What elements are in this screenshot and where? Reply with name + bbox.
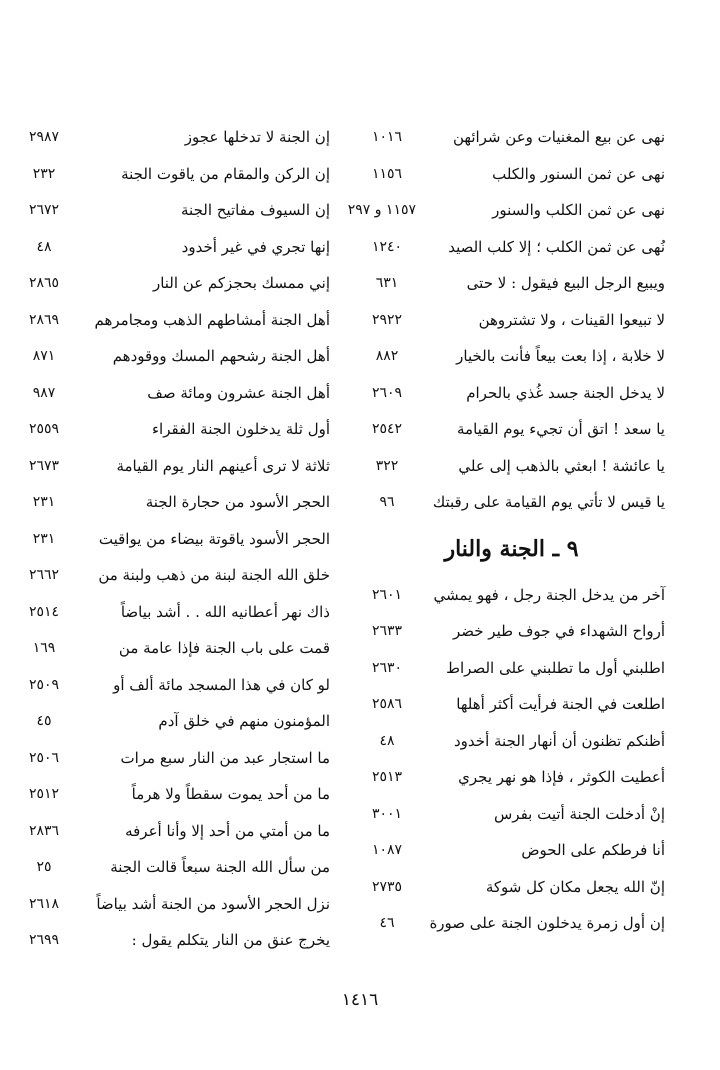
entry-number: ٢٨٦٩ xyxy=(28,311,60,328)
entry-title: آخر من يدخل الجنة رجل ، فهو يمشي xyxy=(433,585,665,604)
index-entry xyxy=(20,484,330,521)
index-entry xyxy=(20,302,330,339)
entry-title: أرواح الشهداء في جوف طير خضر xyxy=(452,622,665,641)
entry-title: اطلعت في الجنة فرأيت أكثر أهلها xyxy=(456,695,665,714)
entry-number: ٢٦٣٣ xyxy=(371,623,403,640)
entry-number: ٢٣١ xyxy=(32,530,56,547)
entry-number: ٢٦٠٩ xyxy=(371,384,403,401)
index-entry xyxy=(20,886,330,923)
index-entry xyxy=(358,448,665,485)
entry-number: ٤٨ xyxy=(379,732,395,749)
entry-title: إن الركن والمقام من ياقوت الجنة xyxy=(121,164,330,183)
entry-title: نهى عن ثمن الكلب والسنور xyxy=(492,201,665,220)
index-entry xyxy=(358,869,665,906)
entry-title: إنْ أدخلت الجنة أتيت بفرس xyxy=(493,804,665,823)
entry-number: ٢٥٠٦ xyxy=(28,749,60,766)
entry-title: ما من أحد يموت سقطاً ولا هرماً xyxy=(131,785,330,804)
entry-title: ويبيع الرجل البيع فيقول : لا حتى xyxy=(466,274,665,293)
index-entry xyxy=(20,922,330,959)
index-entry xyxy=(358,686,665,723)
entry-number: ١٢٤٠ xyxy=(371,238,403,255)
entry-title: إني ممسك بحجزكم عن النار xyxy=(152,274,330,293)
entry-title: لو كان في هذا المسجد مائة ألف أو xyxy=(113,675,330,694)
entry-number: ٩٨٧ xyxy=(32,384,56,401)
entry-title: يخرج عنق من النار يتكلم يقول : xyxy=(131,931,330,950)
entry-number: ٢٥١٣ xyxy=(371,769,403,786)
index-entry xyxy=(358,302,665,339)
entry-number: ٢٣١ xyxy=(32,494,56,511)
entry-number: ٢٦٧٢ xyxy=(28,202,60,219)
index-entry xyxy=(358,905,665,942)
entry-title: أهل الجنة عشرون ومائة صف xyxy=(147,383,330,402)
entry-number: ٢٦٠١ xyxy=(371,586,403,603)
index-entry xyxy=(20,119,330,156)
index-entry xyxy=(20,448,330,485)
index-entry xyxy=(358,411,665,448)
entry-title: ما من أمتي من أحد إلا وأنا أعرفه xyxy=(125,821,330,840)
entry-number: ٢٥٤٢ xyxy=(371,421,403,438)
entry-number: ٢٥٨٦ xyxy=(371,696,403,713)
index-entry xyxy=(20,557,330,594)
entry-title: خلق الله الجنة لبنة من ذهب ولبنة من xyxy=(98,566,330,585)
entry-number: ٤٦ xyxy=(379,915,395,932)
entry-title: إنها تجري في غير أخدود xyxy=(181,237,330,256)
index-entry xyxy=(358,650,665,687)
entry-title: يا قيس لا تأتي يوم القيامة على رقبتك xyxy=(432,493,665,512)
page-number: ١٤١٦ xyxy=(341,990,379,1010)
index-entry xyxy=(20,740,330,777)
entry-number: ١١٥٧ و ٢٩٧ xyxy=(347,202,416,219)
entry-title: الحجر الأسود من حجارة الجنة xyxy=(145,493,330,512)
entry-number: ٣٠٠١ xyxy=(371,805,403,822)
entry-title: أول ثلة يدخلون الجنة الفقراء xyxy=(151,420,330,439)
entry-number: ٢٦٣٠ xyxy=(371,659,403,676)
entry-title: المؤمنون منهم في خلق آدم xyxy=(158,712,330,731)
index-entry xyxy=(358,759,665,796)
entry-number: ٢٨٦٥ xyxy=(28,275,60,292)
entry-number: ٢٩٨٧ xyxy=(28,129,60,146)
index-entry xyxy=(20,703,330,740)
index-entry xyxy=(358,229,665,266)
entry-title: نهى عن ثمن السنور والكلب xyxy=(492,164,665,183)
entry-number: ٢٥٠٩ xyxy=(28,676,60,693)
index-entry xyxy=(20,192,330,229)
right-column xyxy=(347,119,665,942)
index-entry xyxy=(358,338,665,375)
index-entry xyxy=(20,265,330,302)
entry-title: يا عائشة ! ابعثي بالذهب إلى علي xyxy=(458,456,665,475)
entry-number: ٢٥١٢ xyxy=(28,786,60,803)
entry-title: أعطيت الكوثر ، فإذا هو نهر يجري xyxy=(458,768,665,787)
entry-number: ٢٦١٨ xyxy=(28,895,60,912)
index-entry xyxy=(358,832,665,869)
entry-title: يا سعد ! اتق أن تجيء يوم القيامة xyxy=(457,420,665,439)
entry-number: ٢٨٣٦ xyxy=(28,822,60,839)
index-entry xyxy=(358,613,665,650)
left-column xyxy=(20,119,330,959)
index-entry xyxy=(358,723,665,760)
entry-title: قمت على باب الجنة فإذا عامة من xyxy=(118,639,330,658)
index-entry xyxy=(358,119,665,156)
entry-number: ٣٢٢ xyxy=(375,457,399,474)
entry-title: أهل الجنة رشحهم المسك ووقودهم xyxy=(112,347,330,366)
entry-title: إن أول زمرة يدخلون الجنة على صورة xyxy=(429,914,665,933)
index-entry xyxy=(20,667,330,704)
index-entry xyxy=(358,484,665,521)
entry-title: الحجر الأسود ياقوتة بيضاء من يواقيت xyxy=(98,529,330,548)
entry-number: ٢٦٦٢ xyxy=(28,567,60,584)
entry-number: ١١٥٦ xyxy=(371,165,403,182)
entry-number: ٨٨٢ xyxy=(375,348,399,365)
index-entry xyxy=(20,411,330,448)
entry-number: ١٦٩ xyxy=(32,640,56,657)
index-entry xyxy=(20,630,330,667)
entry-title: اطلبني أول ما تطلبني على الصراط xyxy=(446,658,665,677)
entry-number: ٢٥٥٩ xyxy=(28,421,60,438)
index-entry xyxy=(20,776,330,813)
entry-title: لا تبيعوا القينات ، ولا تشتروهن xyxy=(478,310,665,329)
entry-title: إنّ الله يجعل مكان كل شوكة xyxy=(485,877,665,896)
entry-number: ٤٥ xyxy=(36,713,52,730)
index-entry xyxy=(20,521,330,558)
index-entry xyxy=(347,192,665,229)
section-heading: ٩ ـ الجنة والنار xyxy=(444,535,579,562)
entry-number: ٢٦٧٣ xyxy=(28,457,60,474)
entry-number: ٨٧١ xyxy=(32,348,56,365)
entry-title: أنا فرطكم على الحوض xyxy=(521,841,665,860)
index-entry xyxy=(20,375,330,412)
entry-number: ٢٧٣٥ xyxy=(371,878,403,895)
index-entry xyxy=(20,594,330,631)
index-entry xyxy=(20,849,330,886)
entry-number: ٢٥١٤ xyxy=(28,603,60,620)
entry-title: ثلاثة لا ترى أعينهم النار يوم القيامة xyxy=(116,456,330,475)
entry-title: ذاك نهر أعطانيه الله . . أشد بياضاً xyxy=(120,602,330,621)
entry-number: ٢٩٢٢ xyxy=(371,311,403,328)
index-entry xyxy=(358,796,665,833)
entry-title: إن الجنة لا تدخلها عجوز xyxy=(184,128,330,147)
entry-title: نُهى عن ثمن الكلب ؛ إلا كلب الصيد xyxy=(448,237,665,256)
entry-number: ٦٣١ xyxy=(375,275,399,292)
index-entry xyxy=(358,577,665,614)
entry-number: ٤٨ xyxy=(36,238,52,255)
entry-number: ١٠١٦ xyxy=(371,129,403,146)
entry-title: نهى عن بيع المغنيات وعن شرائهن xyxy=(452,128,665,147)
entry-number: ٢٣٢ xyxy=(32,165,56,182)
entry-title: أظنكم تظنون أن أنهار الجنة أخدود xyxy=(454,731,665,750)
entry-title: لا يدخل الجنة جسد غُذي بالحرام xyxy=(466,383,665,402)
entry-title: إن السيوف مفاتيح الجنة xyxy=(181,201,330,220)
index-entry xyxy=(20,156,330,193)
entry-title: ما استجار عبد من النار سبع مرات xyxy=(120,748,330,767)
entry-title: من سأل الله الجنة سبعاً قالت الجنة xyxy=(110,858,330,877)
index-entry xyxy=(358,375,665,412)
entry-title: نزل الحجر الأسود من الجنة أشد بياضاً xyxy=(96,894,330,913)
entry-number: ٢٦٩٩ xyxy=(28,932,60,949)
index-entry xyxy=(358,265,665,302)
index-entry xyxy=(20,338,330,375)
index-entry xyxy=(20,229,330,266)
entry-title: أهل الجنة أمشاطهم الذهب ومجامرهم xyxy=(94,310,330,329)
entry-number: ١٠٨٧ xyxy=(371,842,403,859)
entry-number: ٢٥ xyxy=(36,859,52,876)
index-entry xyxy=(358,156,665,193)
index-entry xyxy=(20,813,330,850)
entry-number: ٩٦ xyxy=(379,494,395,511)
entry-title: لا خلابة ، إذا بعت بيعاً فأنت بالخيار xyxy=(456,347,665,366)
